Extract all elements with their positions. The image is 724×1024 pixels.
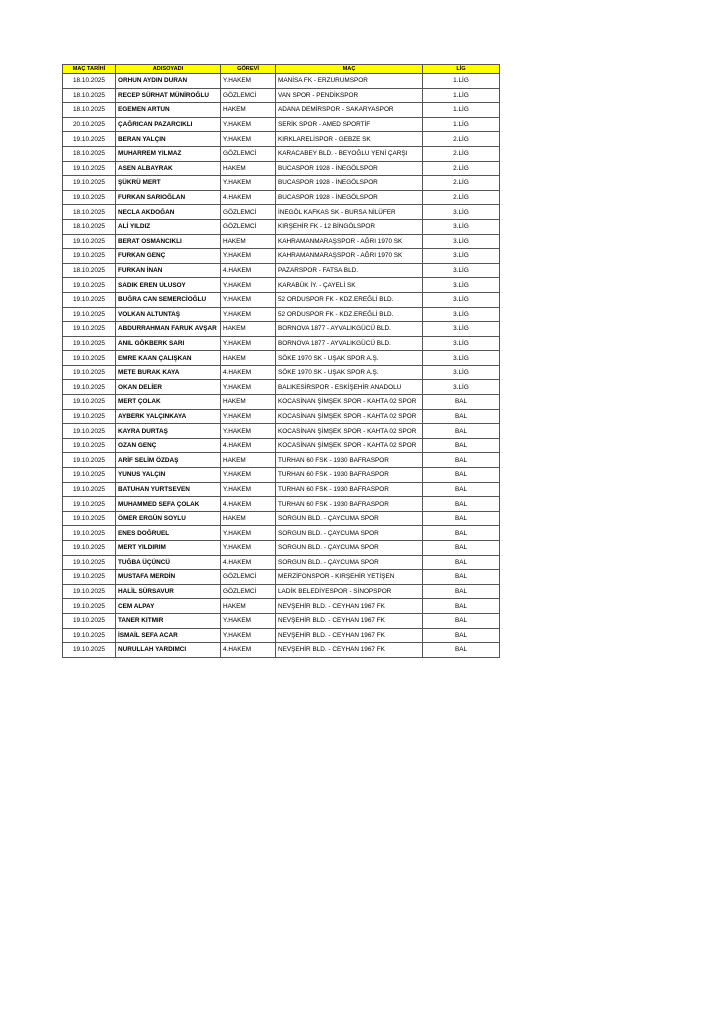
cell-match-date: 19.10.2025	[63, 161, 116, 176]
cell-match: PAZARSPOR - FATSA BLD.	[276, 263, 423, 278]
cell-match-date: 19.10.2025	[63, 438, 116, 453]
cell-name: TUĞBA ÜÇÜNCÜ	[116, 555, 221, 570]
cell-match-date: 19.10.2025	[63, 190, 116, 205]
cell-match: NEVŞEHİR BLD. - CEYHAN 1967 FK	[276, 628, 423, 643]
cell-match: 52 ORDUSPOR FK - KDZ.EREĞLİ BLD.	[276, 307, 423, 322]
cell-role: GÖZLEMCİ	[221, 219, 276, 234]
cell-role: 4.HAKEM	[221, 497, 276, 512]
cell-name: ÇAĞRICAN PAZARCIKLI	[116, 117, 221, 132]
table-row	[63, 278, 500, 293]
table-row	[63, 482, 500, 497]
table-row	[63, 176, 500, 191]
cell-name: RECEP SÜRHAT MÜNİROĞLU	[116, 88, 221, 103]
cell-league: BAL	[423, 555, 500, 570]
cell-league: BAL	[423, 599, 500, 614]
cell-role: GÖZLEMCİ	[221, 205, 276, 220]
cell-match: KIRŞEHİR FK - 12 BİNGÖLSPOR	[276, 219, 423, 234]
cell-match-date: 18.10.2025	[63, 88, 116, 103]
cell-name: ABDURRAHMAN FARUK AVŞAR	[116, 322, 221, 337]
cell-role: HAKEM	[221, 161, 276, 176]
cell-role: HAKEM	[221, 322, 276, 337]
cell-match-date: 19.10.2025	[63, 570, 116, 585]
cell-match-date: 19.10.2025	[63, 584, 116, 599]
cell-match-date: 19.10.2025	[63, 541, 116, 556]
cell-league: BAL	[423, 497, 500, 512]
cell-role: 4.HAKEM	[221, 555, 276, 570]
cell-match: TURHAN 60 FSK - 1930 BAFRASPOR	[276, 453, 423, 468]
cell-league: BAL	[423, 453, 500, 468]
cell-role: HAKEM	[221, 511, 276, 526]
cell-role: GÖZLEMCİ	[221, 584, 276, 599]
cell-league: BAL	[423, 570, 500, 585]
cell-name: HALİL SÜRSAVUR	[116, 584, 221, 599]
header-name: ADISOYADI	[116, 65, 221, 74]
cell-name: ENES DOĞRUEL	[116, 526, 221, 541]
cell-name: FURKAN İNAN	[116, 263, 221, 278]
cell-match: KOCASİNAN ŞİMŞEK SPOR - KAHTA 02 SPOR	[276, 424, 423, 439]
cell-match-date: 19.10.2025	[63, 555, 116, 570]
cell-match: TURHAN 60 FSK - 1930 BAFRASPOR	[276, 482, 423, 497]
cell-league: BAL	[423, 643, 500, 658]
cell-league: 2.LİG	[423, 161, 500, 176]
cell-name: EGEMEN ARTUN	[116, 103, 221, 118]
table-row	[63, 161, 500, 176]
cell-match-date: 19.10.2025	[63, 322, 116, 337]
table-row	[63, 526, 500, 541]
cell-league: 3.LİG	[423, 380, 500, 395]
cell-role: Y.HAKEM	[221, 117, 276, 132]
cell-league: 3.LİG	[423, 292, 500, 307]
table-row	[63, 322, 500, 337]
table-row	[63, 117, 500, 132]
cell-match: MANİSA FK - ERZURUMSPOR	[276, 74, 423, 89]
cell-match: SÖKE 1970 SK - UŞAK SPOR A.Ş.	[276, 351, 423, 366]
header-match-date: MAÇ TARİHİ	[63, 65, 116, 74]
cell-name: MUHAMMED SEFA ÇOLAK	[116, 497, 221, 512]
cell-match-date: 19.10.2025	[63, 336, 116, 351]
cell-match-date: 19.10.2025	[63, 395, 116, 410]
cell-league: 3.LİG	[423, 307, 500, 322]
cell-role: Y.HAKEM	[221, 132, 276, 147]
cell-league: BAL	[423, 584, 500, 599]
cell-role: Y.HAKEM	[221, 380, 276, 395]
cell-match-date: 19.10.2025	[63, 278, 116, 293]
cell-name: ŞÜKRÜ MERT	[116, 176, 221, 191]
cell-league: 1.LİG	[423, 117, 500, 132]
table-row	[63, 438, 500, 453]
table-row	[63, 74, 500, 89]
cell-role: HAKEM	[221, 599, 276, 614]
cell-match: VAN SPOR - PENDİKSPOR	[276, 88, 423, 103]
cell-match-date: 19.10.2025	[63, 307, 116, 322]
cell-role: HAKEM	[221, 103, 276, 118]
table-row	[63, 146, 500, 161]
table-row	[63, 380, 500, 395]
cell-match: TURHAN 60 FSK - 1930 BAFRASPOR	[276, 468, 423, 483]
header-role: GÖREVİ	[221, 65, 276, 74]
cell-name: SADIK EREN ULUSOY	[116, 278, 221, 293]
cell-name: ÖMER ERGÜN SOYLU	[116, 511, 221, 526]
cell-league: 2.LİG	[423, 146, 500, 161]
cell-name: FURKAN GENÇ	[116, 249, 221, 264]
cell-match-date: 18.10.2025	[63, 103, 116, 118]
table-row	[63, 234, 500, 249]
cell-match: NEVŞEHİR BLD. - CEYHAN 1967 FK	[276, 643, 423, 658]
table-row	[63, 190, 500, 205]
cell-name: EMRE KAAN ÇALIŞKAN	[116, 351, 221, 366]
cell-match-date: 19.10.2025	[63, 292, 116, 307]
cell-match-date: 19.10.2025	[63, 511, 116, 526]
cell-name: TANER KITMIR	[116, 613, 221, 628]
cell-name: BATUHAN YURTSEVEN	[116, 482, 221, 497]
cell-league: BAL	[423, 526, 500, 541]
cell-match: KIRKLARELİSPOR - GEBZE SK	[276, 132, 423, 147]
cell-league: BAL	[423, 482, 500, 497]
cell-match: BALIKESİRSPOR - ESKİŞEHİR ANADOLU	[276, 380, 423, 395]
cell-league: 3.LİG	[423, 249, 500, 264]
cell-match: BUCASPOR 1928 - İNEGÖLSPOR	[276, 161, 423, 176]
table-row	[63, 541, 500, 556]
table-row	[63, 453, 500, 468]
cell-league: 3.LİG	[423, 336, 500, 351]
cell-role: Y.HAKEM	[221, 249, 276, 264]
cell-league: 3.LİG	[423, 278, 500, 293]
cell-role: HAKEM	[221, 351, 276, 366]
cell-match-date: 18.10.2025	[63, 146, 116, 161]
cell-match-date: 19.10.2025	[63, 526, 116, 541]
cell-name: NECLA AKDOĞAN	[116, 205, 221, 220]
table-row	[63, 599, 500, 614]
cell-name: OKAN DELİER	[116, 380, 221, 395]
table-row	[63, 205, 500, 220]
table-row	[63, 219, 500, 234]
cell-name: ARİF SELİM ÖZDAŞ	[116, 453, 221, 468]
cell-match: SÖKE 1970 SK - UŞAK SPOR A.Ş.	[276, 365, 423, 380]
cell-league: 3.LİG	[423, 263, 500, 278]
cell-match-date: 19.10.2025	[63, 132, 116, 147]
cell-name: ASEN ALBAYRAK	[116, 161, 221, 176]
table-row	[63, 292, 500, 307]
cell-league: BAL	[423, 409, 500, 424]
cell-name: MUHARREM YILMAZ	[116, 146, 221, 161]
cell-role: HAKEM	[221, 395, 276, 410]
cell-name: İSMAİL SEFA ACAR	[116, 628, 221, 643]
cell-match-date: 19.10.2025	[63, 628, 116, 643]
cell-name: MERT YILDIRIM	[116, 541, 221, 556]
cell-role: Y.HAKEM	[221, 176, 276, 191]
cell-league: 1.LİG	[423, 74, 500, 89]
cell-role: Y.HAKEM	[221, 409, 276, 424]
table-row	[63, 570, 500, 585]
cell-match-date: 19.10.2025	[63, 380, 116, 395]
cell-match-date: 19.10.2025	[63, 497, 116, 512]
cell-match: SORGUN BLD. - ÇAYCUMA SPOR	[276, 526, 423, 541]
cell-league: 3.LİG	[423, 234, 500, 249]
cell-match: İNEGÖL KAFKAS SK - BURSA NİLÜFER	[276, 205, 423, 220]
cell-role: Y.HAKEM	[221, 526, 276, 541]
cell-league: 3.LİG	[423, 351, 500, 366]
cell-league: BAL	[423, 438, 500, 453]
table-row	[63, 395, 500, 410]
cell-role: Y.HAKEM	[221, 307, 276, 322]
cell-match: SORGUN BLD. - ÇAYCUMA SPOR	[276, 541, 423, 556]
cell-name: MERT ÇOLAK	[116, 395, 221, 410]
cell-role: Y.HAKEM	[221, 336, 276, 351]
cell-match-date: 19.10.2025	[63, 424, 116, 439]
table-row	[63, 336, 500, 351]
cell-role: 4.HAKEM	[221, 263, 276, 278]
cell-name: AYBERK YALÇINKAYA	[116, 409, 221, 424]
table-row	[63, 132, 500, 147]
cell-match-date: 20.10.2025	[63, 117, 116, 132]
cell-match: KAHRAMANMARAŞSPOR - AĞRI 1970 SK	[276, 249, 423, 264]
cell-match: SORGUN BLD. - ÇAYCUMA SPOR	[276, 555, 423, 570]
table-row	[63, 628, 500, 643]
cell-name: ANIL GÖKBERK SARI	[116, 336, 221, 351]
cell-match-date: 19.10.2025	[63, 365, 116, 380]
cell-role: Y.HAKEM	[221, 628, 276, 643]
cell-match-date: 19.10.2025	[63, 482, 116, 497]
table-body	[63, 74, 500, 658]
cell-match-date: 19.10.2025	[63, 599, 116, 614]
cell-league: 3.LİG	[423, 322, 500, 337]
cell-match-date: 18.10.2025	[63, 219, 116, 234]
cell-name: YUNUS YALÇIN	[116, 468, 221, 483]
cell-match: BUCASPOR 1928 - İNEGÖLSPOR	[276, 176, 423, 191]
cell-match: BORNOVA 1877 - AYVALIKGÜCÜ BLD.	[276, 322, 423, 337]
cell-league: BAL	[423, 424, 500, 439]
cell-match: KOCASİNAN ŞİMŞEK SPOR - KAHTA 02 SPOR	[276, 438, 423, 453]
cell-role: GÖZLEMCİ	[221, 570, 276, 585]
cell-league: 3.LİG	[423, 205, 500, 220]
table-row	[63, 307, 500, 322]
table-row	[63, 497, 500, 512]
cell-role: GÖZLEMCİ	[221, 88, 276, 103]
cell-match-date: 19.10.2025	[63, 643, 116, 658]
cell-role: HAKEM	[221, 234, 276, 249]
cell-name: CEM ALPAY	[116, 599, 221, 614]
cell-role: 4.HAKEM	[221, 438, 276, 453]
cell-match-date: 19.10.2025	[63, 234, 116, 249]
cell-name: VOLKAN ALTUNTAŞ	[116, 307, 221, 322]
cell-name: MUSTAFA MERDİN	[116, 570, 221, 585]
cell-match-date: 19.10.2025	[63, 351, 116, 366]
cell-league: BAL	[423, 628, 500, 643]
table-row	[63, 555, 500, 570]
cell-match-date: 18.10.2025	[63, 205, 116, 220]
cell-match: BORNOVA 1877 - AYVALIKGÜCÜ BLD.	[276, 336, 423, 351]
cell-match-date: 19.10.2025	[63, 176, 116, 191]
cell-match: KOCASİNAN ŞİMŞEK SPOR - KAHTA 02 SPOR	[276, 395, 423, 410]
cell-role: Y.HAKEM	[221, 613, 276, 628]
cell-match: ADANA DEMİRSPOR - SAKARYASPOR	[276, 103, 423, 118]
cell-name: ORHUN AYDIN DURAN	[116, 74, 221, 89]
cell-name: OZAN GENÇ	[116, 438, 221, 453]
table-row	[63, 424, 500, 439]
cell-name: BERAT OSMANCIKLI	[116, 234, 221, 249]
cell-match: LADİK BELEDİYESPOR - SİNOPSPOR	[276, 584, 423, 599]
cell-match: 52 ORDUSPOR FK - KDZ.EREĞLİ BLD.	[276, 292, 423, 307]
cell-match: MERZİFONSPOR - KIRŞEHİR YETİŞEN	[276, 570, 423, 585]
cell-match: NEVŞEHİR BLD. - CEYHAN 1967 FK	[276, 599, 423, 614]
cell-match: NEVŞEHİR BLD. - CEYHAN 1967 FK	[276, 613, 423, 628]
cell-role: 4.HAKEM	[221, 643, 276, 658]
cell-league: BAL	[423, 511, 500, 526]
cell-league: 1.LİG	[423, 103, 500, 118]
cell-league: 3.LİG	[423, 365, 500, 380]
table-row	[63, 249, 500, 264]
cell-role: Y.HAKEM	[221, 292, 276, 307]
cell-name: NURULLAH YARDIMCI	[116, 643, 221, 658]
table-row	[63, 365, 500, 380]
cell-role: Y.HAKEM	[221, 482, 276, 497]
cell-role: Y.HAKEM	[221, 424, 276, 439]
cell-match: KOCASİNAN ŞİMŞEK SPOR - KAHTA 02 SPOR	[276, 409, 423, 424]
cell-role: 4.HAKEM	[221, 365, 276, 380]
cell-match: SORGUN BLD. - ÇAYCUMA SPOR	[276, 511, 423, 526]
cell-match: KARABÜK İY. - ÇAYELİ SK	[276, 278, 423, 293]
cell-league: BAL	[423, 395, 500, 410]
table-row	[63, 103, 500, 118]
cell-match: KARACABEY BLD. - BEYOĞLU YENİ ÇARŞI	[276, 146, 423, 161]
cell-match-date: 19.10.2025	[63, 453, 116, 468]
cell-role: HAKEM	[221, 453, 276, 468]
cell-league: 2.LİG	[423, 176, 500, 191]
header-row	[63, 65, 500, 74]
cell-role: Y.HAKEM	[221, 278, 276, 293]
cell-league: 3.LİG	[423, 219, 500, 234]
cell-match-date: 18.10.2025	[63, 74, 116, 89]
cell-name: BERAN YALÇIN	[116, 132, 221, 147]
table-row	[63, 584, 500, 599]
cell-league: 1.LİG	[423, 88, 500, 103]
cell-league: 2.LİG	[423, 190, 500, 205]
cell-match: BUCASPOR 1928 - İNEGÖLSPOR	[276, 190, 423, 205]
cell-name: KAYRA DURTAŞ	[116, 424, 221, 439]
cell-name: BUĞRA CAN SEMERCİOĞLU	[116, 292, 221, 307]
cell-match: KAHRAMANMARAŞSPOR - AĞRI 1970 SK	[276, 234, 423, 249]
cell-league: BAL	[423, 541, 500, 556]
cell-role: GÖZLEMCİ	[221, 146, 276, 161]
table-row	[63, 511, 500, 526]
cell-league: BAL	[423, 613, 500, 628]
header-match: MAÇ	[276, 65, 423, 74]
table-header	[63, 65, 500, 74]
referee-assignment-table	[62, 64, 500, 658]
cell-match: TURHAN 60 FSK - 1930 BAFRASPOR	[276, 497, 423, 512]
cell-role: Y.HAKEM	[221, 541, 276, 556]
cell-match-date: 18.10.2025	[63, 263, 116, 278]
table-row	[63, 351, 500, 366]
cell-name: ALİ YILDIZ	[116, 219, 221, 234]
cell-match-date: 19.10.2025	[63, 613, 116, 628]
table-row	[63, 643, 500, 658]
cell-match-date: 19.10.2025	[63, 409, 116, 424]
table-row	[63, 263, 500, 278]
table-row	[63, 409, 500, 424]
table-row	[63, 613, 500, 628]
cell-match-date: 19.10.2025	[63, 468, 116, 483]
cell-league: BAL	[423, 468, 500, 483]
cell-role: Y.HAKEM	[221, 468, 276, 483]
cell-name: FURKAN SARIOĞLAN	[116, 190, 221, 205]
cell-name: METE BURAK KAYA	[116, 365, 221, 380]
table-row	[63, 468, 500, 483]
cell-match: SERİK SPOR - AMED SPORTİF	[276, 117, 423, 132]
cell-league: 2.LİG	[423, 132, 500, 147]
cell-match-date: 19.10.2025	[63, 249, 116, 264]
cell-role: Y.HAKEM	[221, 74, 276, 89]
header-league: LİG	[423, 65, 500, 74]
cell-role: 4.HAKEM	[221, 190, 276, 205]
table-row	[63, 88, 500, 103]
